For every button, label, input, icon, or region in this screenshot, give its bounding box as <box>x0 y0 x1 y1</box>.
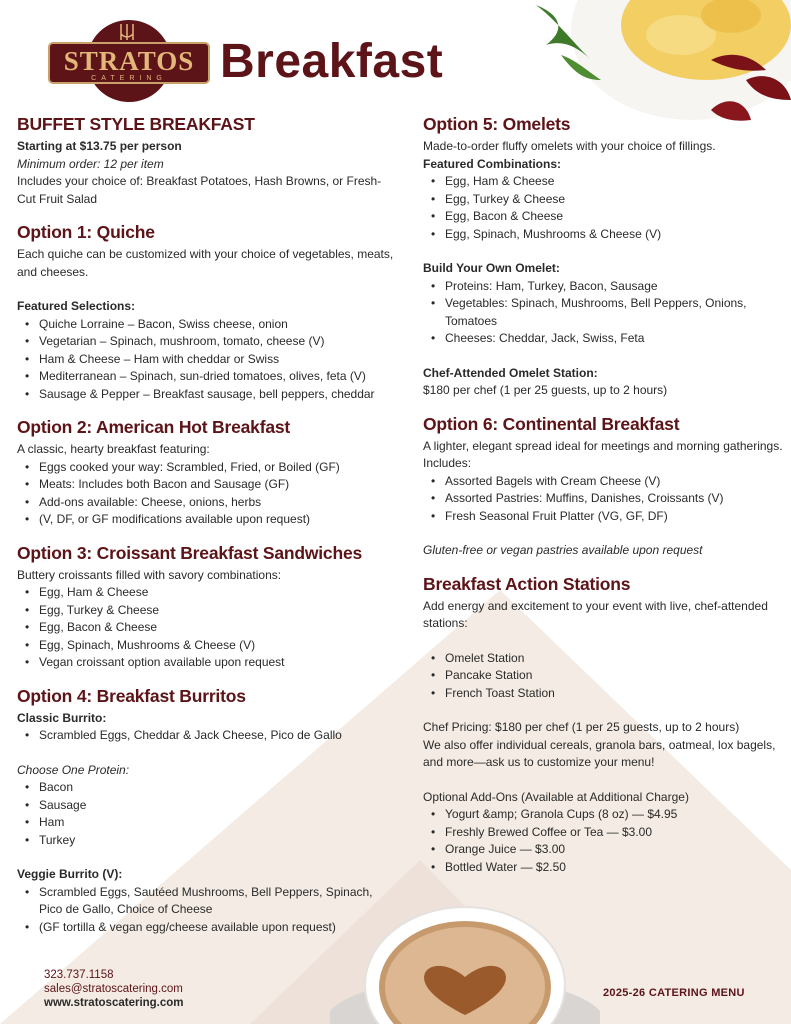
stations-pricing: Chef Pricing: $180 per chef (1 per 25 guests, up to 2 hours) <box>423 720 740 734</box>
addons-heading: Optional Add-Ons (Available at Additional Charge) <box>423 789 689 804</box>
list-item: • Egg, Turkey & Cheese <box>423 191 783 209</box>
list-item: • Egg, Ham & Cheese <box>17 584 397 602</box>
option3-desc: Buttery croissants filled with savory combinations: <box>17 567 282 582</box>
option6-section <box>423 414 783 560</box>
option5-build-heading: Build Your Own Omelet: <box>423 261 560 275</box>
list-item: • Egg, Ham & Cheese <box>423 173 783 191</box>
option4-protein-list <box>17 779 397 849</box>
list-item: • French Toast Station <box>423 685 783 703</box>
list-item: • Cheeses: Cheddar, Jack, Swiss, Feta <box>423 330 783 348</box>
option1-desc: Each quiche can be customized with your choice of vegetables, meats, and cheeses. <box>17 247 394 279</box>
stations-section <box>423 574 783 877</box>
option2-section <box>17 417 397 529</box>
buffet-minimum: Minimum order: 12 per item <box>17 156 164 171</box>
option5-desc: Made-to-order fluffy omelets with your choice of fillings. <box>423 139 716 153</box>
buffet-heading: BUFFET STYLE BREAKFAST <box>17 114 255 134</box>
option6-heading: Option 6: Continental Breakfast <box>423 413 680 434</box>
list-item: • Add-ons available: Cheese, onions, herbs <box>17 494 397 512</box>
option4-heading: Option 4: Breakfast Burritos <box>17 685 246 706</box>
stations-desc: Add energy and excitement to your event with live, chef-attended stations: <box>423 598 768 630</box>
option4-classic-heading: Classic Burrito: <box>17 710 107 725</box>
option4-veggie-heading: Veggie Burrito (V): <box>17 867 123 881</box>
option5-featured-heading: Featured Combinations: <box>423 156 562 171</box>
option3-list <box>17 584 397 672</box>
stations-also: We also offer individual cereals, granola bars, oatmeal, lox bagels, and more—ask us to customize your menu! <box>423 737 776 769</box>
footer-contact <box>44 968 184 1010</box>
footer-edition: 2025-26 CATERING MENU <box>603 987 745 999</box>
list-item: • Freshly Brewed Coffee or Tea — $3.00 <box>423 824 783 842</box>
option1-heading: Option 1: Quiche <box>17 222 155 242</box>
option2-desc: A classic, hearty breakfast featuring: <box>17 442 210 456</box>
buffet-includes: Includes your choice of: Breakfast Potatoes, Hash Browns, or Fresh-Cut Fruit Salad <box>17 174 382 206</box>
list-item: • (GF tortilla & vegan egg/cheese available upon request) <box>17 919 397 937</box>
list-item: • Assorted Pastries: Muffins, Danishes, Croissants (V) <box>423 490 783 508</box>
list-item: • Assorted Bagels with Cream Cheese (V) <box>423 473 783 491</box>
list-item: • Bacon <box>17 779 397 797</box>
list-item: • Quiche Lorraine – Bacon, Swiss cheese, onion <box>17 316 397 334</box>
option4-protein-heading: Choose One Protein: <box>17 762 130 777</box>
footer-email[interactable]: sales@stratoscatering.com <box>44 983 183 995</box>
option3-heading: Option 3: Croissant Breakfast Sandwiches <box>17 542 363 563</box>
list-item: • Pancake Station <box>423 667 783 685</box>
list-item: • Vegetables: Spinach, Mushrooms, Bell Peppers, Onions, Tomatoes <box>423 295 783 330</box>
right-column <box>423 114 783 890</box>
list-item: • Egg, Spinach, Mushrooms & Cheese (V) <box>423 226 783 244</box>
option6-includes: Includes: <box>423 456 472 470</box>
option2-list <box>17 459 397 529</box>
buffet-price: Starting at $13.75 per person <box>17 139 182 153</box>
option1-section <box>17 222 397 403</box>
list-item: • Ham & Cheese – Ham with cheddar or Swiss <box>17 351 397 369</box>
logo-subtext: CATERING <box>91 75 167 82</box>
list-item: • Ham <box>17 814 397 832</box>
option5-station-heading: Chef-Attended Omelet Station: <box>423 365 598 380</box>
stations-heading: Breakfast Action Stations <box>423 573 631 594</box>
addons-list <box>423 806 783 876</box>
list-item: • Sausage & Pepper – Breakfast sausage, bell peppers, cheddar <box>17 386 397 404</box>
list-item: • Mediterranean – Spinach, sun-dried tomatoes, olives, feta (V) <box>17 368 397 386</box>
option5-station-text: $180 per chef (1 per 25 guests, up to 2 hours) <box>423 383 668 397</box>
option5-featured-list <box>423 173 783 243</box>
option1-list <box>17 316 397 404</box>
option5-build-list <box>423 278 783 348</box>
stratos-logo <box>47 18 212 104</box>
footer-website[interactable]: www.stratoscatering.com <box>44 997 184 1009</box>
list-item: • Sausage <box>17 797 397 815</box>
list-item: • Vegetarian – Spinach, mushroom, tomato, cheese (V) <box>17 333 397 351</box>
list-item: • Turkey <box>17 832 397 850</box>
list-item: • Egg, Bacon & Cheese <box>423 208 783 226</box>
option1-subheading: Featured Selections: <box>17 299 136 313</box>
coffee-cup-image <box>330 905 600 1024</box>
option6-desc: A lighter, elegant spread ideal for meetings and morning gatherings. <box>423 438 783 453</box>
list-item: • Orange Juice — $3.00 <box>423 841 783 859</box>
option6-note: Gluten-free or vegan pastries available upon request <box>423 543 703 557</box>
option3-section <box>17 543 397 672</box>
page-title: Breakfast <box>220 35 444 88</box>
stations-list <box>423 650 783 703</box>
option6-list <box>423 473 783 526</box>
list-item: • Eggs cooked your way: Scrambled, Fried, or Boiled (GF) <box>17 459 397 477</box>
list-item: • Yogurt &amp; Granola Cups (8 oz) — $4.95 <box>423 806 783 824</box>
list-item: • Fresh Seasonal Fruit Platter (VG, GF, DF) <box>423 508 783 526</box>
list-item: • Egg, Bacon & Cheese <box>17 619 397 637</box>
list-item: • Vegan croissant option available upon request <box>17 654 397 672</box>
option5-heading: Option 5: Omelets <box>423 114 571 134</box>
option4-section <box>17 686 397 937</box>
list-item: • Proteins: Ham, Turkey, Bacon, Sausage <box>423 278 783 296</box>
list-item: • Scrambled Eggs, Sautéed Mushrooms, Bell Peppers, Spinach, Pico de Gallo, Choice of Cheese <box>17 884 397 919</box>
list-item: • (V, DF, or GF modifications available upon request) <box>17 511 397 529</box>
list-item: • Scrambled Eggs, Cheddar & Jack Cheese, Pico de Gallo <box>17 727 397 745</box>
list-item: • Meats: Includes both Bacon and Sausage (GF) <box>17 476 397 494</box>
list-item: • Egg, Turkey & Cheese <box>17 602 397 620</box>
logo-text: STRATOS <box>63 46 195 76</box>
list-item: • Omelet Station <box>423 650 783 668</box>
option4-classic-list <box>17 727 397 745</box>
option2-heading: Option 2: American Hot Breakfast <box>17 417 291 437</box>
buffet-section <box>17 114 397 208</box>
option5-section <box>423 114 783 400</box>
footer-phone[interactable]: 323.737.1158 <box>44 969 114 981</box>
list-item: • Egg, Spinach, Mushrooms & Cheese (V) <box>17 637 397 655</box>
left-column <box>17 114 397 950</box>
list-item: • Bottled Water — $2.50 <box>423 859 783 877</box>
